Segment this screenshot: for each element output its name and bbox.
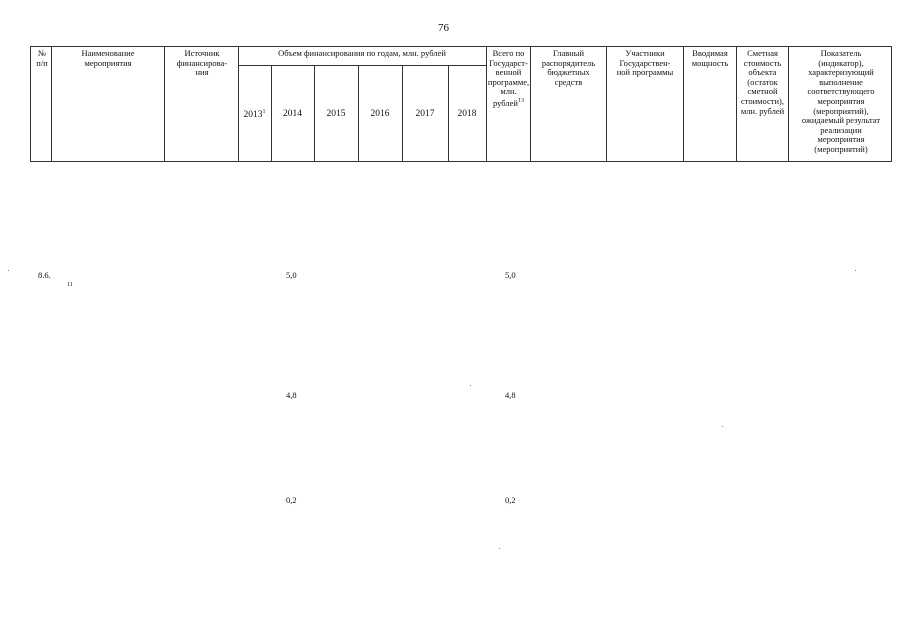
year-2013: 2013$^1$ [243, 109, 266, 121]
year-2016: 2016 [370, 109, 390, 119]
amount-program-total-sources: 5,0 [505, 270, 516, 280]
header-capacity: Вводимая мощность [691, 48, 729, 68]
header-volume: Объем финансирования по годам, млн. рублей [278, 48, 446, 58]
header-indicator: Показатель (индикатор), характеризующий выполнение соответствующего мероприятия (мероприятий), ожидаемый результат реализации мероприятия (мероприятий) [801, 48, 881, 154]
year-2017: 2017 [415, 109, 435, 119]
header-cost: Сметная стоимость объекта (остаток сметной стоимости), млн. рублей [740, 48, 785, 116]
year-2015: 2015 [326, 109, 346, 119]
header-participants: Участники Государствен- ной программы [616, 48, 674, 78]
header-manager: Главный распорядитель бюджетных средств [541, 48, 596, 87]
row-name: 11 [67, 282, 73, 288]
row-number: 8.6. [38, 270, 51, 280]
header-total: Всего по Государст- венной программе, млн. рублей$^{13}$ [487, 48, 530, 108]
table-header [30, 46, 892, 162]
amount-2014-local: 0,2 [286, 495, 297, 505]
amount-program-local: 0,2 [505, 495, 516, 505]
header-name: Наименование мероприятия [81, 48, 135, 68]
amount-2014-regional: 4,8 [286, 390, 297, 400]
amount-2014-total-sources: 5,0 [286, 270, 297, 280]
year-2018: 2018 [457, 109, 477, 119]
header-number: № п/п [36, 48, 48, 68]
amount-program-regional: 4,8 [505, 390, 516, 400]
page-number: 76 [438, 22, 449, 34]
year-2014: 2014 [283, 109, 302, 119]
header-source: Источник финансирова- ния [176, 48, 228, 78]
